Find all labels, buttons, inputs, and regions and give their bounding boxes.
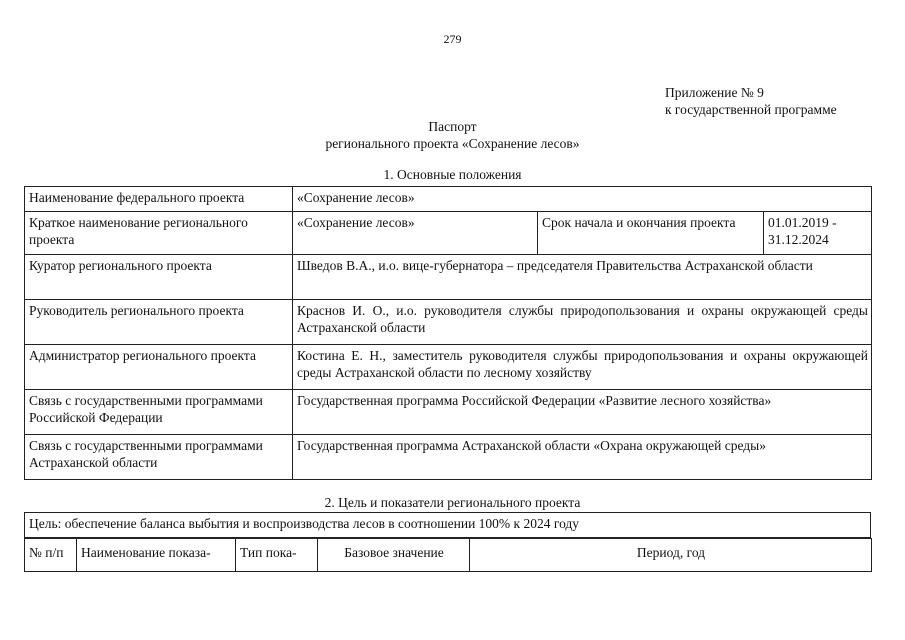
header-cell: Базовое значение [318,539,470,572]
table-row [25,187,872,212]
main-provisions-table [24,186,872,480]
row-value: «Сохранение лесов» [293,187,872,212]
table-row [25,435,872,480]
indicators-header-table [24,538,872,572]
row-label: Наименование федерального проекта [25,187,293,212]
row-label: Связь с государственными программами Российской Федерации [25,390,293,435]
term-label: Срок начала и окончания проекта [538,212,764,255]
table-row [25,513,871,538]
header-cell: № п/п [25,539,77,572]
header-cell: Период, год [470,539,872,572]
row-label: Связь с государственными программами Астраханской области [25,435,293,480]
row-label: Администратор регионального проекта [25,345,293,390]
table-row [25,345,872,390]
table-row [25,255,872,300]
term-value: 01.01.2019 - 31.12.2024 [764,212,872,255]
section-2-heading: 2. Цель и показатели регионального проекта [324,495,581,510]
row-value: Государственная программа Российской Федерации «Развитие лесного хозяйства» [293,390,872,435]
table-row [25,539,872,572]
section-1-heading: 1. Основные положения [383,167,522,182]
title-line-2: регионального проекта «Сохранение лесов» [325,136,580,151]
page-number: 279 [443,32,462,46]
appendix-line-1: Приложение № 9 [665,85,764,100]
header-cell: Тип пока- [236,539,318,572]
appendix-line-2: к государственной программе [665,102,837,117]
table-row [25,212,872,255]
row-value: Краснов И. О., и.о. руководителя службы природопользования и охраны окружающей среды Астраханской области [293,300,872,345]
table-row [25,300,872,345]
row-value: Государственная программа Астраханской области «Охрана окружающей среды» [293,435,872,480]
table-row [25,390,872,435]
title-line-1: Паспорт [428,119,477,134]
row-value: «Сохранение лесов» [293,212,538,255]
row-label: Куратор регионального проекта [25,255,293,300]
goal-table [24,512,871,538]
header-cell: Наименование показа- [77,539,236,572]
appendix-note [665,84,837,118]
row-label: Краткое наименование регионального проекта [25,212,293,255]
row-value: Костина Е. Н., заместитель руководителя службы природопользования и охраны окружающей среды Астраханской области по лесному хозяйству [293,345,872,390]
row-value: Шведов В.А., и.о. вице-губернатора – председателя Правительства Астраханской области [293,255,872,300]
row-label: Руководитель регионального проекта [25,300,293,345]
document-title [0,118,905,152]
goal-text: Цель: обеспечение баланса выбытия и воспроизводства лесов в соотношении 100% к 2024 году [25,513,871,538]
